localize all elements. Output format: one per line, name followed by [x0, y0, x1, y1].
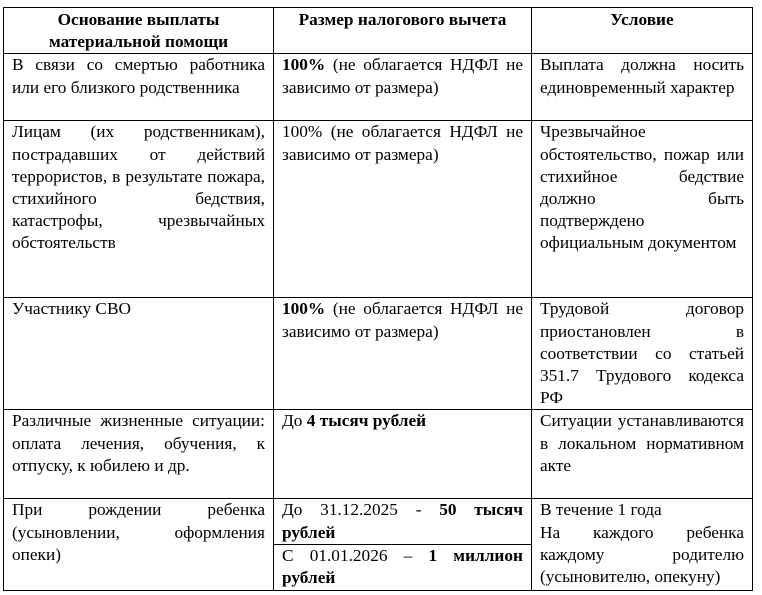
table-row — [4, 298, 753, 410]
cell-condition — [532, 121, 753, 298]
deduction-text: (не облагается НДФЛ не зависимо от размера) — [282, 55, 523, 97]
deduction-bold: 50 тысяч рублей — [282, 500, 523, 542]
cell-basis — [4, 298, 274, 410]
condition-line-2: На каждого ребенка каждому родителю (усыновителю, опекуну) — [540, 522, 744, 587]
deduction-bold: 4 тысяч рублей — [306, 411, 427, 431]
table-row — [4, 499, 753, 544]
condition-line-1: В течение 1 года — [540, 500, 662, 520]
cell-deduction — [274, 298, 532, 410]
cell-deduction-until-2025 — [274, 499, 532, 544]
deduction-prefix: До — [282, 411, 307, 431]
basis-text: При рождении ребенка (усыновлении, оформления опеки) — [12, 500, 265, 564]
deduction-prefix: До 31.12.2025 - — [282, 500, 440, 520]
deduction-text: 100% (не облагается НДФЛ не зависимо от размера) — [282, 122, 523, 164]
basis-text: Различные жизненные ситуации: оплата лечения, обучения, к отпуску, к юбилею и др. — [12, 411, 265, 475]
deduction-bold: 100% — [282, 55, 326, 75]
header-basis-line-2: материальной помощи — [48, 32, 229, 52]
table-header-row — [4, 8, 753, 54]
cell-basis — [4, 499, 274, 590]
cell-basis — [4, 121, 274, 298]
deduction-bold: 100% — [282, 299, 326, 319]
cell-condition — [532, 410, 753, 499]
condition-text: Чрезвычайное обстоятельство, пожар или стихийное бедствие должно быть подтверждено официальным документом — [540, 122, 744, 253]
cell-deduction — [274, 121, 532, 298]
header-deduction-size: Размер налогового вычета — [274, 8, 532, 54]
cell-deduction — [274, 410, 532, 499]
deduction-bold: 1 миллион рублей — [282, 545, 523, 588]
deduction-text: (не облагается НДФЛ не зависимо от размера) — [282, 299, 523, 341]
cell-deduction — [274, 54, 532, 121]
table-row — [4, 54, 753, 121]
condition-text: Ситуации устанавливаются в локальном нормативном акте — [540, 411, 744, 475]
deduction-prefix: С 01.01.2026 – — [282, 545, 429, 565]
cell-condition — [532, 54, 753, 121]
cell-basis — [4, 410, 274, 499]
condition-text: Выплата должна носить единовременный характер — [540, 55, 744, 97]
header-basis-line-1: Основание выплаты — [57, 10, 220, 29]
cell-condition — [532, 499, 753, 590]
table-row — [4, 121, 753, 298]
basis-text: Участнику СВО — [12, 299, 131, 319]
material-aid-tax-deduction-table — [3, 7, 753, 591]
basis-text: Лицам (их родственникам), пострадавших от действий террористов, в результате пожара, стихийного бедствия, катастрофы, чрезвычайных обстоятельств — [12, 122, 265, 253]
cell-deduction-from-2026 — [274, 544, 532, 590]
header-condition: Условие — [532, 8, 753, 54]
table-row — [4, 410, 753, 499]
basis-text: В связи со смертью работника или его близкого родственника — [12, 55, 265, 97]
condition-text: Трудовой договор приостановлен в соответствии со статьей 351.7 Трудового кодекса РФ — [540, 299, 744, 408]
header-basis — [4, 8, 274, 54]
cell-condition — [532, 298, 753, 410]
cell-basis — [4, 54, 274, 121]
